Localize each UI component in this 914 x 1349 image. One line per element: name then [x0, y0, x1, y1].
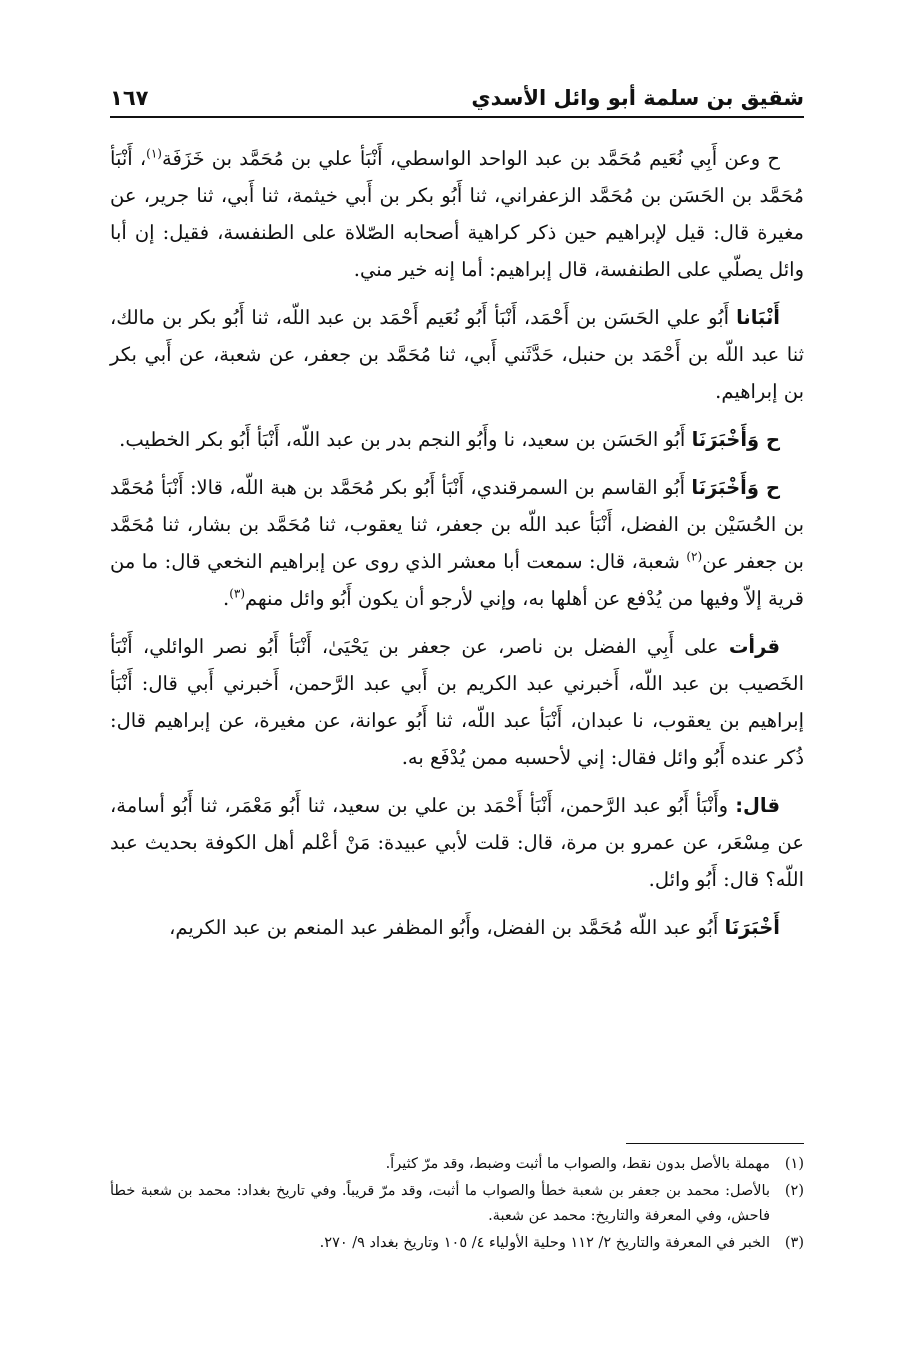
paragraph	[110, 787, 804, 898]
isnad-lead-word: أَنْبَانا	[736, 306, 780, 329]
paragraph	[110, 909, 804, 946]
page-number: ١٦٧	[110, 86, 149, 110]
isnad-lead-word: قرأت	[728, 635, 780, 658]
footnote-text: مهملة بالأصل بدون نقط، والصواب ما أثبت وضبط، وقد مرّ كثيراً.	[385, 1156, 770, 1172]
paragraph-text: أَبُو القاسم بن السمرقندي، أَنْبَأ أَبُو بكر مُحَمَّد بن هبة اللّه، قالا: أَنْبَأ مُحَمَّد بن الحُسَيْن بن الفضل، أَنْبَأ عبد اللّه بن جعفر، ثنا يعقوب، ثنا مُحَمَّد بن بشار، ثنا مُحَمَّد بن جعفر عن	[110, 476, 804, 573]
paragraph	[110, 299, 804, 410]
isnad-lead-word: ح وَأَخْبَرَنَا	[691, 476, 781, 499]
paragraph	[110, 140, 804, 288]
paragraph-text-end: .	[222, 587, 230, 610]
footnote	[110, 1179, 804, 1229]
footnote-ref: (٢)	[686, 549, 703, 564]
paragraph-text: أَبُو علي الحَسَن بن أَحْمَد، أَنْبَأ أَبُو نُعَيم أَحْمَد بن عبد اللّه، ثنا أَبُو بكر بن مالك، ثنا عبد اللّه بن أَحْمَد بن حنبل، حَدَّثَني أَبي، ثنا مُحَمَّد بن جعفر، عن شعبة، عن أَبي بكر بن إبراهيم.	[110, 306, 804, 403]
footnote-ref: (٣)	[229, 586, 246, 601]
paragraph-text: وأَنْبَأ أَبُو عبد الرَّحمن، أَنْبَأ أَحْمَد بن علي بن سعيد، ثنا أَبُو مَعْمَر، ثنا أَبُو أسامة، عن مِسْعَر، عن عمرو بن مرة، قال: قلت لأبي عبيدة: مَنْ أعْلم أهل الكوفة بحديث عبد اللّه؟ قال: أَبُو وائل.	[110, 794, 804, 891]
main-text	[110, 140, 804, 957]
footnote	[110, 1231, 804, 1256]
isnad-lead-word: قال:	[735, 794, 780, 817]
footnote-number: (١)	[784, 1156, 804, 1172]
paragraph	[110, 469, 804, 617]
paragraph-text-continued: ، أَنْبَأ مُحَمَّد بن الحَسَن بن مُحَمَّد الزعفراني، ثنا أَبُو بكر بن أَبي خيثمة، ثنا أَبي، ثنا جرير، عن مغيرة قال: قيل لإبراهيم حين ذكر كراهية أصحابه الصّلاة على الطنفسة، فقيل: إن أبا وائل يصلّي على الطنفسة، قال إبراهيم: أما إنه خير مني.	[110, 147, 804, 281]
paragraph-text: أَبُو الحَسَن بن سعيد، نا وأَبُو النجم بدر بن عبد اللّه، أَنْبَأ أَبُو بكر الخطيب.	[119, 428, 692, 451]
footnote-text: الخبر في المعرفة والتاريخ ٢/ ١١٢ وحلية الأولياء ٤/ ١٠٥ وتاريخ بغداد ٩/ ٢٧٠.	[319, 1235, 770, 1251]
paragraph-text: أَبُو عبد اللّه مُحَمَّد بن الفضل، وأَبُو المظفر عبد المنعم بن عبد الكريم،	[169, 916, 725, 939]
footnote-number: (٣)	[784, 1235, 804, 1251]
footnote-divider	[626, 1143, 804, 1144]
running-title: شقيق بن سلمة أبو وائل الأسدي	[471, 86, 804, 110]
paragraph	[110, 421, 804, 458]
footnote-number: (٢)	[784, 1183, 804, 1199]
footnote-text: بالأصل: محمد بن جعفر بن شعبة خطأ والصواب ما أثبت، وقد مرّ قريباً. وفي تاريخ بغداد: محمد بن شعبة خطأ فاحش، وفي المعرفة والتاريخ: محمد عن شعبة.	[110, 1183, 770, 1224]
paragraph-text-continued: شعبة، قال: سمعت أبا معشر الذي روى عن إبراهيم النخعي قال: ما من قرية إلاّ وفيها من يُدْفع عن أهلها به، وإني لأرجو أن يكون أَبُو وائل منهم	[110, 550, 804, 610]
footnote	[110, 1152, 804, 1177]
isnad-lead-word: أَخْبَرَنَا	[724, 916, 780, 939]
paragraph-text: على أَبِي الفضل بن ناصر، عن جعفر بن يَحْيَىٰ، أَنْبَأ أَبُو نصر الوائلي، أَنْبَأ الخَصيب بن عبد اللّه، أَخبرني عبد الكريم بن أَبي عبد الرَّحمن، أَخبرني أَبي قال: أَنْبَأ إبراهيم بن يعقوب، نا عبدان، أَنْبَأ عبد اللّه، ثنا أَبُو عوانة، عن مغيرة، عن إبراهيم قال: ذُكر عنده أَبُو وائل فقال: إني لأحسبه ممن يُدْفَع به.	[110, 635, 804, 769]
running-header	[110, 68, 804, 118]
isnad-lead-word: ح وَأَخْبَرَنَا	[691, 428, 780, 451]
paragraph-text: ح وعن أَبِي نُعَيم مُحَمَّد بن عبد الواحد الواسطي، أَنْبَأ علي بن مُحَمَّد بن خَزَفَة	[161, 147, 780, 170]
footnote-ref: (١)	[146, 146, 162, 161]
footnotes	[110, 1152, 804, 1258]
paragraph	[110, 628, 804, 776]
